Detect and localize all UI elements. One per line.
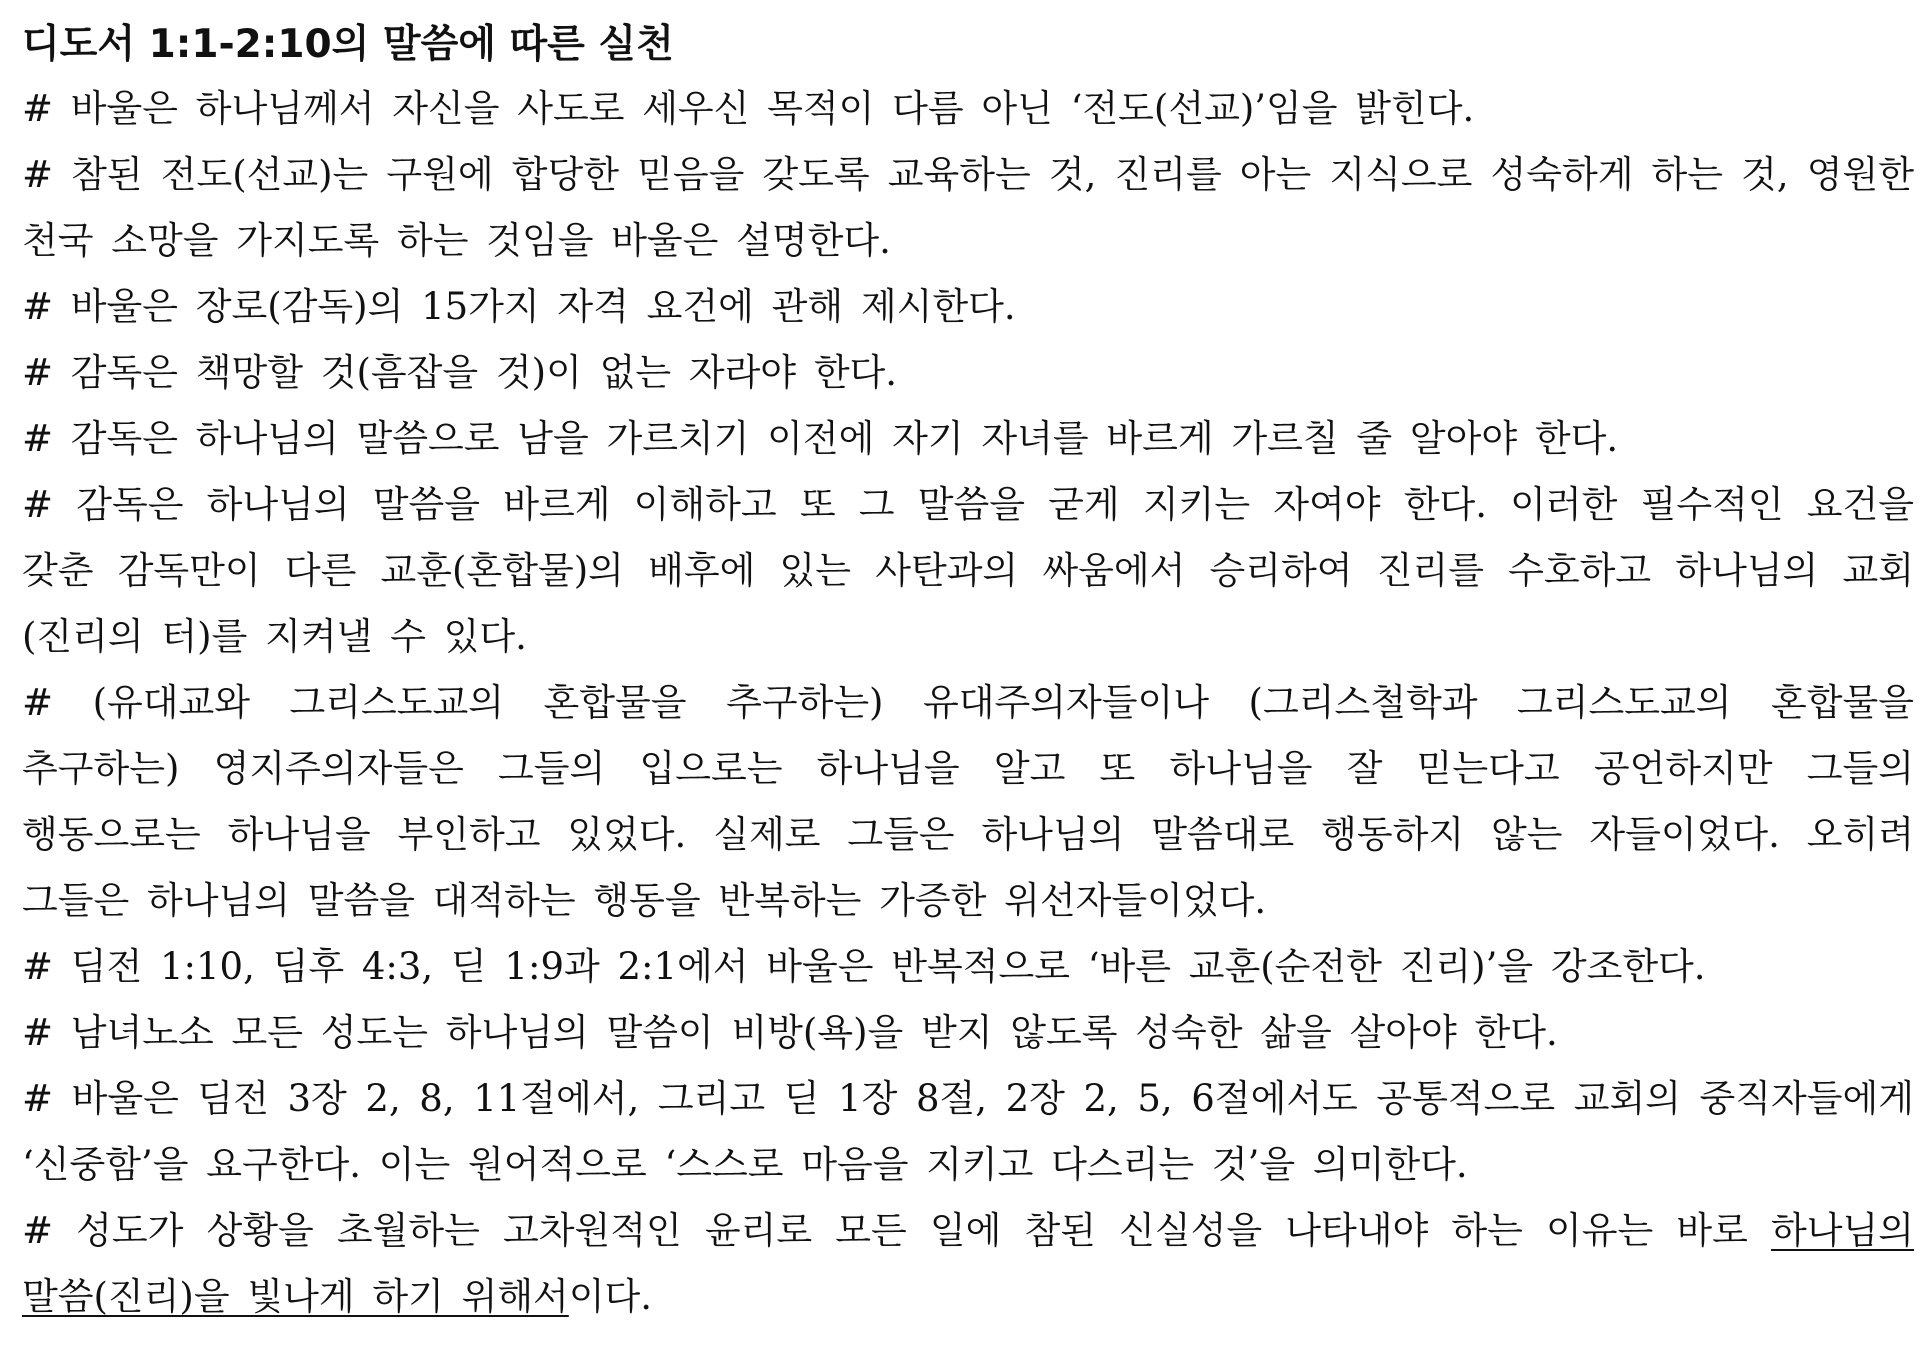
paragraph-6: # 감독은 하나님의 말씀을 바르게 이해하고 또 그 말씀을 굳게 지키는 자여야 한다. 이러한 필수적인 요건을 갖춘 감독만이 다른 교훈(혼합물)의 배후에 있는 사탄과의 싸움에서 승리하여 진리를 수호하고 하나님의 교회(진리의 터)를 지켜낼 수 있다. [22,483,1914,658]
document-page [22,14,1914,1330]
paragraph-9: # 남녀노소 모든 성도는 하나님의 말씀이 비방(욕)을 받지 않도록 성숙한 삶을 살아야 한다. [22,1011,1558,1054]
paragraph-11-lead: # 성도가 상황을 초월하는 고차원적인 윤리로 모든 일에 참된 신실성을 나타내야 하는 이유는 바로 [22,1209,1772,1252]
paragraph-3: # 바울은 장로(감독)의 15가지 자격 요건에 관해 제시한다. [22,285,1016,328]
paragraph-2: # 참된 전도(선교)는 구원에 합당한 믿음을 갖도록 교육하는 것, 진리를 아는 지식으로 성숙하게 하는 것, 영원한 천국 소망을 가지도록 하는 것임을 바울은 설명한다. [22,153,1914,262]
paragraph-11-tail: 이다. [568,1275,653,1318]
paragraph-4: # 감독은 책망할 것(흠잡을 것)이 없는 자라야 한다. [22,351,898,394]
underlined-emphasis: 하나님의 말씀(진리)을 빛나게 하기 위해서 [22,1209,1914,1318]
paragraph-5: # 감독은 하나님의 말씀으로 남을 가르치기 이전에 자기 자녀를 바르게 가르칠 줄 알아야 한다. [22,417,1619,460]
paragraph-7: # (유대교와 그리스도교의 혼합물을 추구하는) 유대주의자들이나 (그리스철학과 그리스도교의 혼합물을 추구하는) 영지주의자들은 그들의 입으로는 하나님을 알고 또 하나님을 잘 믿는다고 공언하지만 그들의 행동으로는 하나님을 부인하고 있었다. 실제로 그들은 하나님의 말씀대로 행동하지 않는 자들이었다. 오히려 그들은 하나님의 말씀을 대적하는 행동을 반복하는 가증한 위선자들이었다. [22,681,1914,922]
paragraph-8: # 딤전 1:10, 딤후 4:3, 딛 1:9과 2:1에서 바울은 반복적으로 ‘바른 교훈(순전한 진리)’을 강조한다. [22,945,1706,988]
paragraph-1: # 바울은 하나님께서 자신을 사도로 세우신 목적이 다름 아닌 ‘전도(선교)’임을 밝힌다. [22,87,1475,130]
paragraph-10: # 바울은 딤전 3장 2, 8, 11절에서, 그리고 딛 1장 8절, 2장 2, 5, 6절에서도 공통적으로 교회의 중직자들에게 ‘신중함’을 요구한다. 이는 원어적으로 ‘스스로 마음을 지키고 다스리는 것’을 의미한다. [22,1077,1914,1186]
document-title: 디도서 1:1-2:10의 말씀에 따른 실천 [22,22,674,67]
paragraph-11 [22,1198,1914,1330]
